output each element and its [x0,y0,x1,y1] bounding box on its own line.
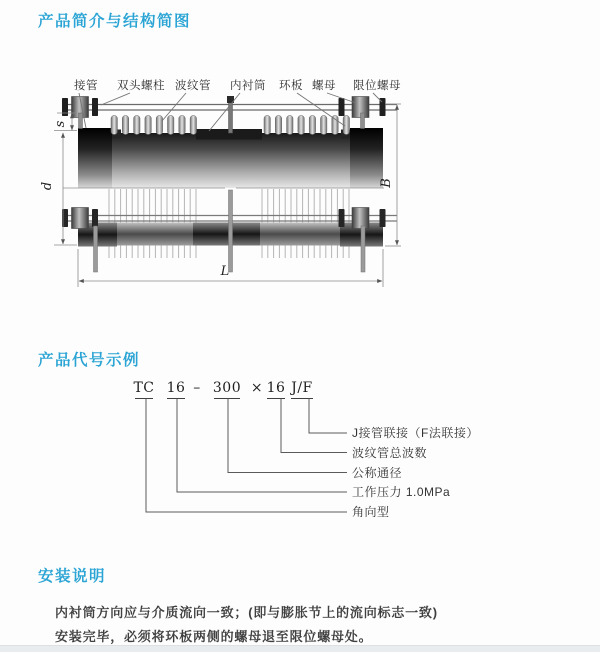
label-stud-bolt: 双头螺柱 [117,80,165,92]
code-part-jf: J/F [291,380,313,396]
note-angular-type: 角向型 [352,505,390,519]
install-instruction-line: 安装完毕，必须将环板两侧的螺母退至限位螺母处。 [55,629,373,644]
label-nut: 螺母 [312,80,336,92]
code-part-16a: 16 [166,380,186,396]
label-ring-plate: 环板 [279,80,303,92]
page-bottom-edge [0,645,600,652]
note-wave-count: 波纹管总波数 [352,446,428,460]
section-title-code: 产品代号示例 [38,352,141,369]
dim-s: s [53,120,68,128]
code-part-dash: – [193,380,201,396]
install-instruction-line: 内衬筒方向应与介质流向一致；(即与膨胀节上的流向标志一致) [55,605,438,620]
code-annotations [352,425,479,519]
code-connectors [146,399,347,513]
dim-d: d [40,181,55,191]
note-nominal-diameter: 公称通径 [352,466,403,480]
dim-L: L [220,264,230,279]
label-jie-guan: 接管 [74,80,98,92]
section-title-install: 安装说明 [38,568,107,585]
joint-body-top [78,128,383,188]
code-part-16b: 16 [266,380,286,396]
product-code-row [133,380,313,399]
label-inner-liner: 内衬筒 [230,80,266,92]
label-limit-nut: 限位螺母 [353,80,401,92]
section-title-intro: 产品简介与结构简图 [38,13,192,30]
part-labels [74,78,401,92]
code-part-times: × [250,380,264,396]
dim-B: B [379,178,394,188]
code-part-300: 300 [212,380,242,396]
note-working-pressure: 工作压力 1.0MPa [352,485,451,499]
code-part-tc: TC [133,380,155,396]
note-connection: J接管联接（F法联接） [352,426,479,440]
label-bellows: 波纹管 [175,80,211,92]
